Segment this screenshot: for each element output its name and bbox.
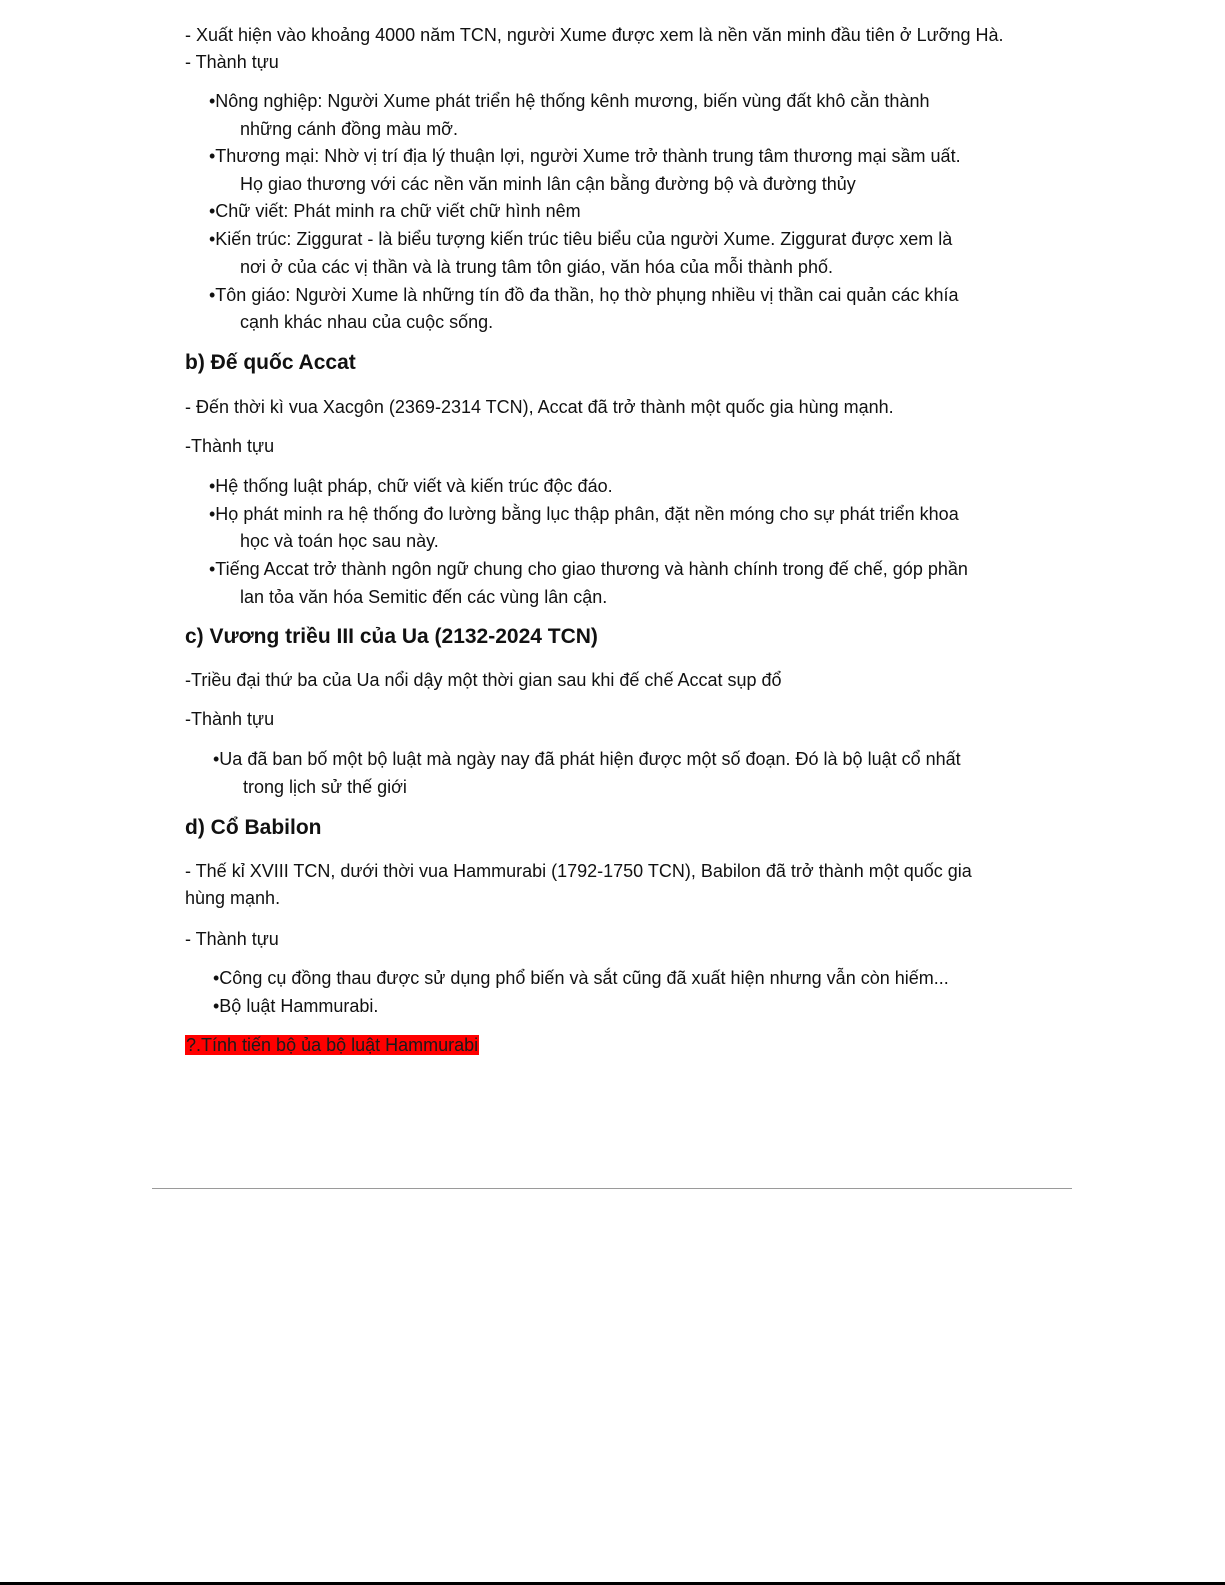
akkad-achievements-label: -Thành tựu — [185, 436, 275, 456]
babylon-bullet-hammurabi-code: •Bộ luật Hammurabi. — [213, 996, 379, 1016]
babylon-intro-cont: hùng mạnh. — [185, 888, 281, 908]
ur-heading: c) Vương triều III của Ua (2132-2024 TCN) — [185, 625, 598, 648]
question-line — [185, 1032, 479, 1058]
babylon-achievements-label: - Thành tựu — [185, 929, 279, 949]
sumer-bullet-trade: •Thương mại: Nhờ vị trí địa lý thuận lợi, người Xume trở thành trung tâm thương mại sầm uất. — [209, 146, 961, 166]
sumer-bullet-religion-cont: cạnh khác nhau của cuộc sống. — [240, 312, 494, 332]
question-highlight: ?.Tính tiến bộ ủa bộ luật Hammurabi — [186, 1035, 479, 1055]
sumer-intro: - Xuất hiện vào khoảng 4000 năm TCN, người Xume được xem là nền văn minh đầu tiên ở Lưỡng Hà. — [185, 25, 1004, 45]
sumer-bullet-religion: •Tôn giáo: Người Xume là những tín đồ đa thần, họ thờ phụng nhiều vị thần cai quản các khía — [209, 285, 959, 305]
sumer-bullet-agriculture: •Nông nghiệp: Người Xume phát triển hệ thống kênh mương, biến vùng đất khô cằn thành — [209, 91, 930, 111]
sumer-bullet-agriculture-cont: những cánh đồng màu mỡ. — [240, 119, 458, 139]
akkad-intro: - Đến thời kì vua Xacgôn (2369-2314 TCN), Accat đã trở thành một quốc gia hùng mạnh. — [185, 397, 894, 417]
babylon-bullet-tools: •Công cụ đồng thau được sử dụng phổ biến và sắt cũng đã xuất hiện nhưng vẫn còn hiếm... — [213, 968, 949, 988]
akkad-heading: b) Đế quốc Accat — [185, 351, 356, 374]
page-divider — [152, 1188, 1072, 1189]
akkad-bullet-law: •Hệ thống luật pháp, chữ viết và kiến trúc độc đáo. — [209, 476, 613, 496]
sumer-bullet-architecture: •Kiến trúc: Ziggurat - là biểu tượng kiến trúc tiêu biểu của người Xume. Ziggurat được xem là — [209, 229, 953, 249]
sumer-bullet-trade-cont: Họ giao thương với các nền văn minh lân cận bằng đường bộ và đường thủy — [240, 174, 856, 194]
akkad-bullet-language: •Tiếng Accat trở thành ngôn ngữ chung cho giao thương và hành chính trong đế chế, góp phần — [209, 559, 968, 579]
akkad-bullet-measurement-cont: học và toán học sau này. — [240, 531, 439, 551]
ur-bullet-law-code: •Ua đã ban bố một bộ luật mà ngày nay đã phát hiện được một số đoạn. Đó là bộ luật cổ nhất — [213, 749, 961, 769]
babylon-intro: - Thế kỉ XVIII TCN, dưới thời vua Hammurabi (1792-1750 TCN), Babilon đã trở thành một quốc gia — [185, 861, 972, 881]
akkad-bullet-language-cont: lan tỏa văn hóa Semitic đến các vùng lân cận. — [240, 587, 608, 607]
ur-bullet-law-code-cont: trong lịch sử thế giới — [243, 777, 407, 797]
sumer-bullet-writing: •Chữ viết: Phát minh ra chữ viết chữ hình nêm — [209, 201, 581, 221]
sumer-achievements-label: - Thành tựu — [185, 52, 279, 72]
ur-achievements-label: -Thành tựu — [185, 709, 275, 729]
babylon-heading: d) Cổ Babilon — [185, 816, 322, 839]
ur-intro: -Triều đại thứ ba của Ua nổi dậy một thời gian sau khi đế chế Accat sụp đổ — [185, 670, 782, 690]
akkad-bullet-measurement: •Họ phát minh ra hệ thống đo lường bằng lục thập phân, đặt nền móng cho sự phát triển khoa — [209, 504, 959, 524]
sumer-bullet-architecture-cont: nơi ở của các vị thần và là trung tâm tôn giáo, văn hóa của mỗi thành phố. — [240, 257, 833, 277]
